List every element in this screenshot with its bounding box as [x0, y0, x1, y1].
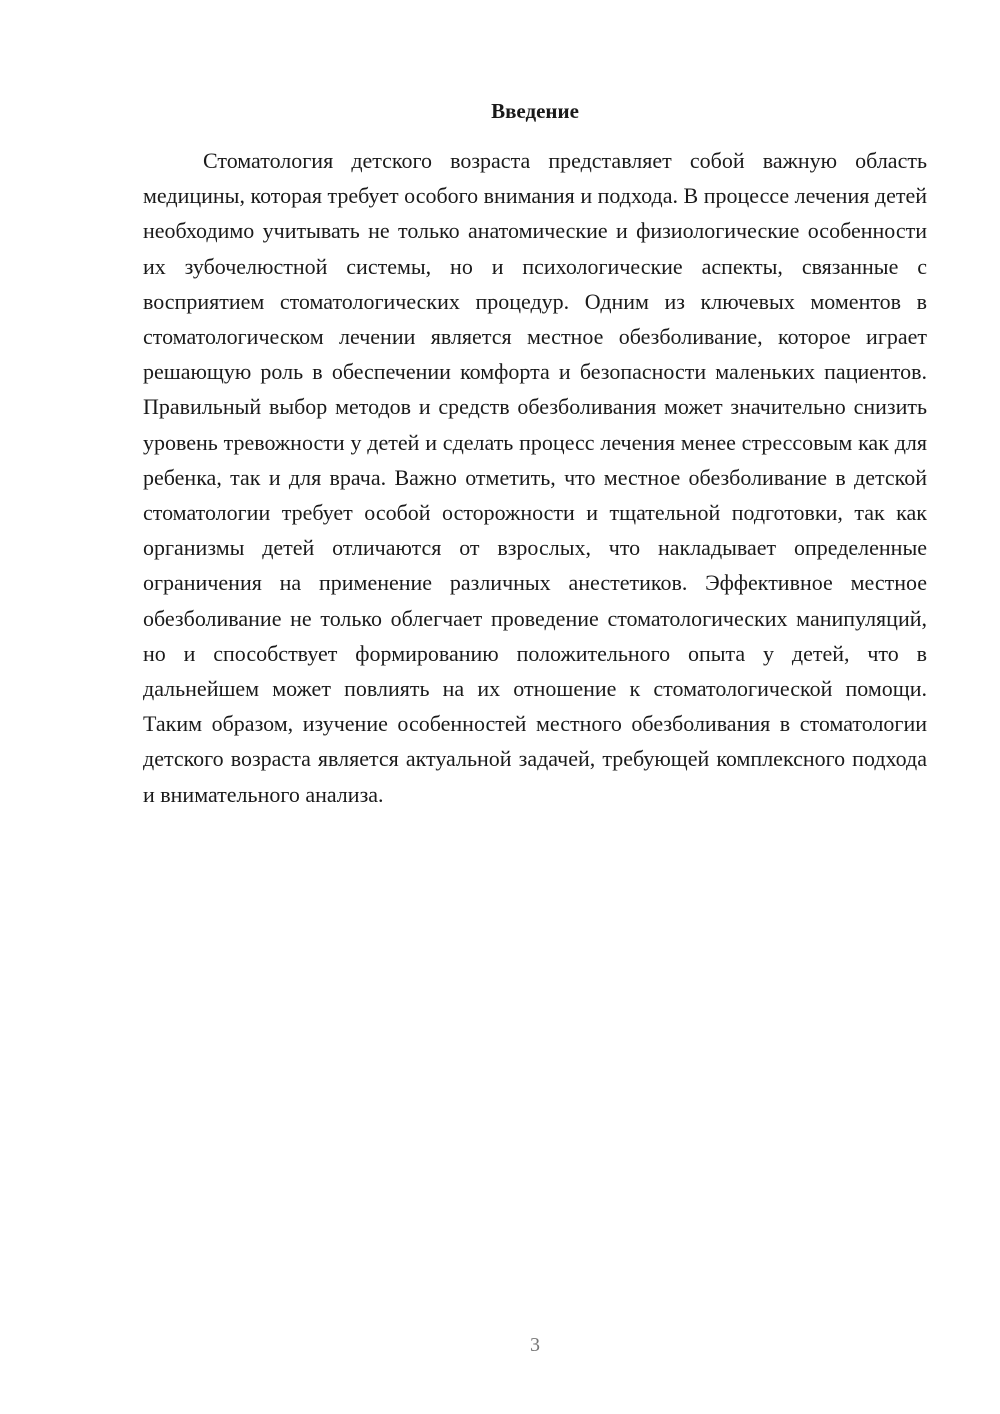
section-heading: Введение [491, 99, 579, 123]
body-paragraph: Стоматология детского возраста представляет собой важную область медицины, которая требует особого внимания и подхода. В процессе лечения детей необходимо учитывать не только анатомические и физиологические особенности их зубочелюстной системы, но и психологические аспекты, связанные с восприятием стоматологических процедур. Одним из ключевых моментов в стоматологическом лечении является местное обезболивание, которое играет решающую роль в обеспечении комфорта и безопасности маленьких пациентов. Правильный выбор методов и средств обезболивания может значительно снизить уровень тревожности у детей и сделать процесс лечения менее стрессовым как для ребенка, так и для врача. Важно отметить, что местное обезболивание в детской стоматологии требует особой осторожности и тщательной подготовки, так как организмы детей отличаются от взрослых, что накладывает определенные ограничения на применение различных анестетиков. Эффективное местное обезболивание не только облегчает проведение стоматологических манипуляций, но и способствует формированию положительного опыта у детей, что в дальнейшем может повлиять на их отношение к стоматологической помощи. Таким образом, изучение особенностей местного обезболивания в стоматологии детского возраста является актуальной задачей, требующей комплексного подхода и внимательного анализа. [143, 148, 927, 807]
page-number: 3 [530, 1334, 540, 1356]
